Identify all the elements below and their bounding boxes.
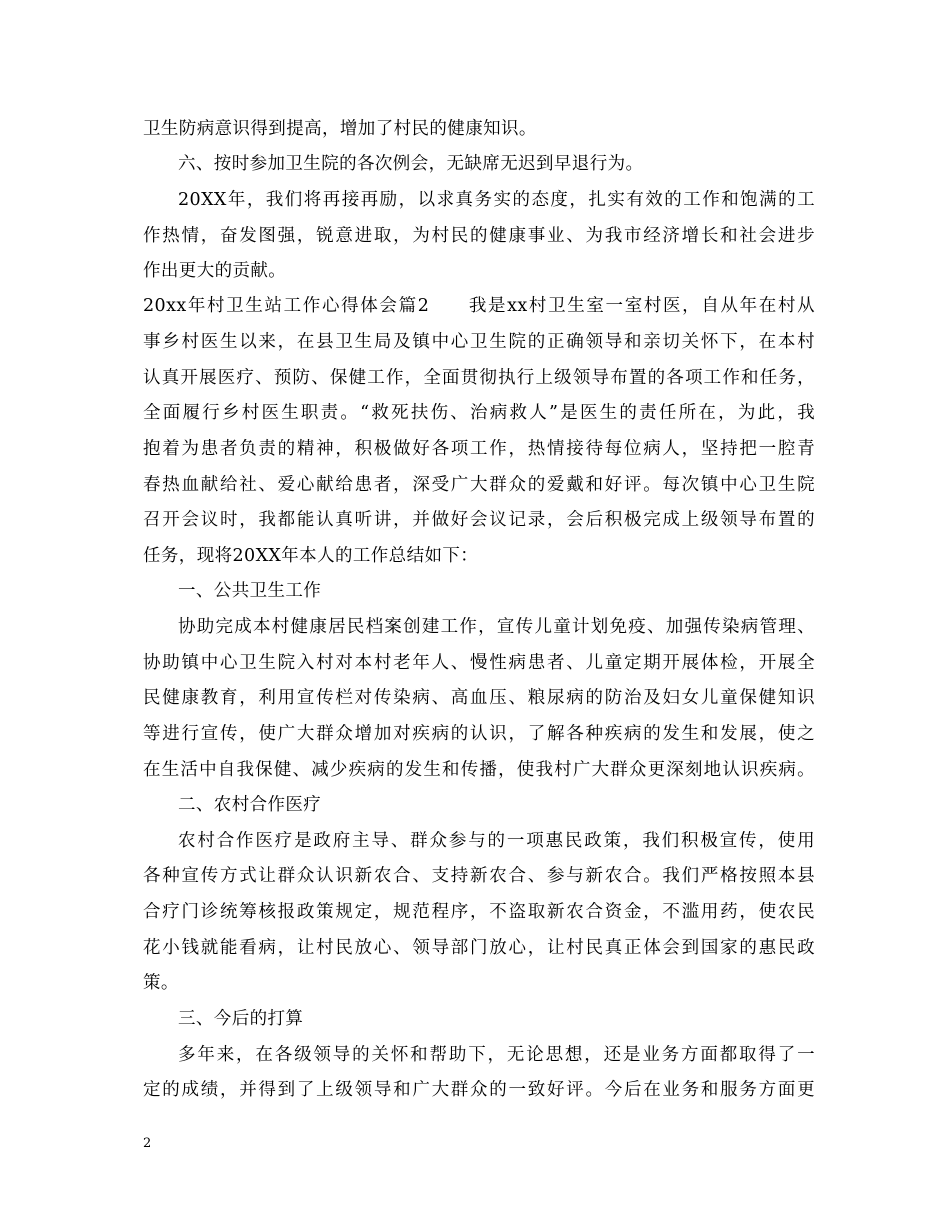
text-line: 在生活中自我保健、减少疾病的发生和传播，使我村广大群众更深刻地认识疾病。: [143, 760, 815, 780]
text-line: 协助完成本村健康居民档案创建工作，宣传儿童计划免疫、加强传染病管理、: [178, 617, 815, 637]
text-line: 抱着为患者负责的精神，积极做好各项工作，热情接待每位病人，坚持把一腔青: [143, 439, 815, 459]
text-line: 20XX年，我们将再接再励，以求真务实的态度，扎实有效的工作和饱满的工: [178, 190, 815, 210]
text-line: 任务，现将20XX年本人的工作总结如下：: [143, 546, 479, 566]
text-line: 多年来，在各级领导的关怀和帮助下，无论思想，还是业务方面都取得了一: [178, 1045, 815, 1065]
text-line: 春热血献给社、爱心献给患者，深受广大群众的爱戴和好评。每次镇中心卫生院: [143, 475, 815, 495]
text-line: 卫生防病意识得到提高，增加了村民的健康知识。: [143, 119, 537, 139]
text-line: 民健康教育，利用宣传栏对传染病、高血压、粮尿病的防治及妇女儿童保健知识: [143, 688, 815, 708]
text-line: 定的成绩，并得到了上级领导和广大群众的一致好评。今后在业务和服务方面更: [143, 1080, 815, 1100]
section-heading-future-plans: 三、今后的打算: [178, 1009, 304, 1029]
text-line: 全面履行乡村医生职责。“救死扶伤、治病救人”是医生的责任所在，为此，我: [143, 403, 815, 423]
text-line: 花小钱就能看病，让村民放心、领导部门放心，让村民真正体会到国家的惠民政: [143, 938, 815, 958]
section-heading-rural-cooperative-medical: 二、农村合作医疗: [178, 795, 322, 815]
text-line: 作热情，奋发图强，锐意进取，为村民的健康事业、为我市经济增长和社会进步: [143, 226, 815, 246]
text-line: 事乡村医生以来，在县卫生局及镇中心卫生院的正确领导和亲切关怀下，在本村: [143, 332, 815, 352]
text-line: 等进行宣传，使广大群众增加对疾病的认识，了解各种疾病的发生和发展，使之: [143, 724, 815, 744]
text-line: 各种宣传方式让群众认识新农合、支持新农合、参与新农合。我们严格按照本县: [143, 866, 815, 886]
page-number: 2: [143, 1136, 152, 1151]
text-line: 作出更大的贡献。: [143, 261, 287, 281]
text-line: 认真开展医疗、预防、保健工作，全面贯彻执行上级领导布置的各项工作和任务，: [143, 368, 815, 388]
text-line: 协助镇中心卫生院入村对本村老年人、慢性病患者、儿童定期开展体检，开展全: [143, 653, 815, 673]
text-line: 策。: [143, 973, 179, 993]
article-heading-line: 20xx年村卫生站工作心得体会篇2 我是xx村卫生室一室村医，自从年在村从: [143, 296, 815, 316]
text-line: 召开会议时，我都能认真听讲，并做好会议记录，会后积极完成上级领导布置的: [143, 510, 815, 530]
text-line: 合疗门诊统筹核报政策规定，规范程序，不盗取新农合资金，不滥用药，使农民: [143, 902, 815, 922]
section-heading-public-health: 一、公共卫生工作: [178, 581, 322, 601]
section-item-six: 六、按时参加卫生院的各次例会，无缺席无迟到早退行为。: [178, 154, 644, 174]
text-line: 农村合作医疗是政府主导、群众参与的一项惠民政策，我们积极宣传，使用: [178, 831, 815, 851]
